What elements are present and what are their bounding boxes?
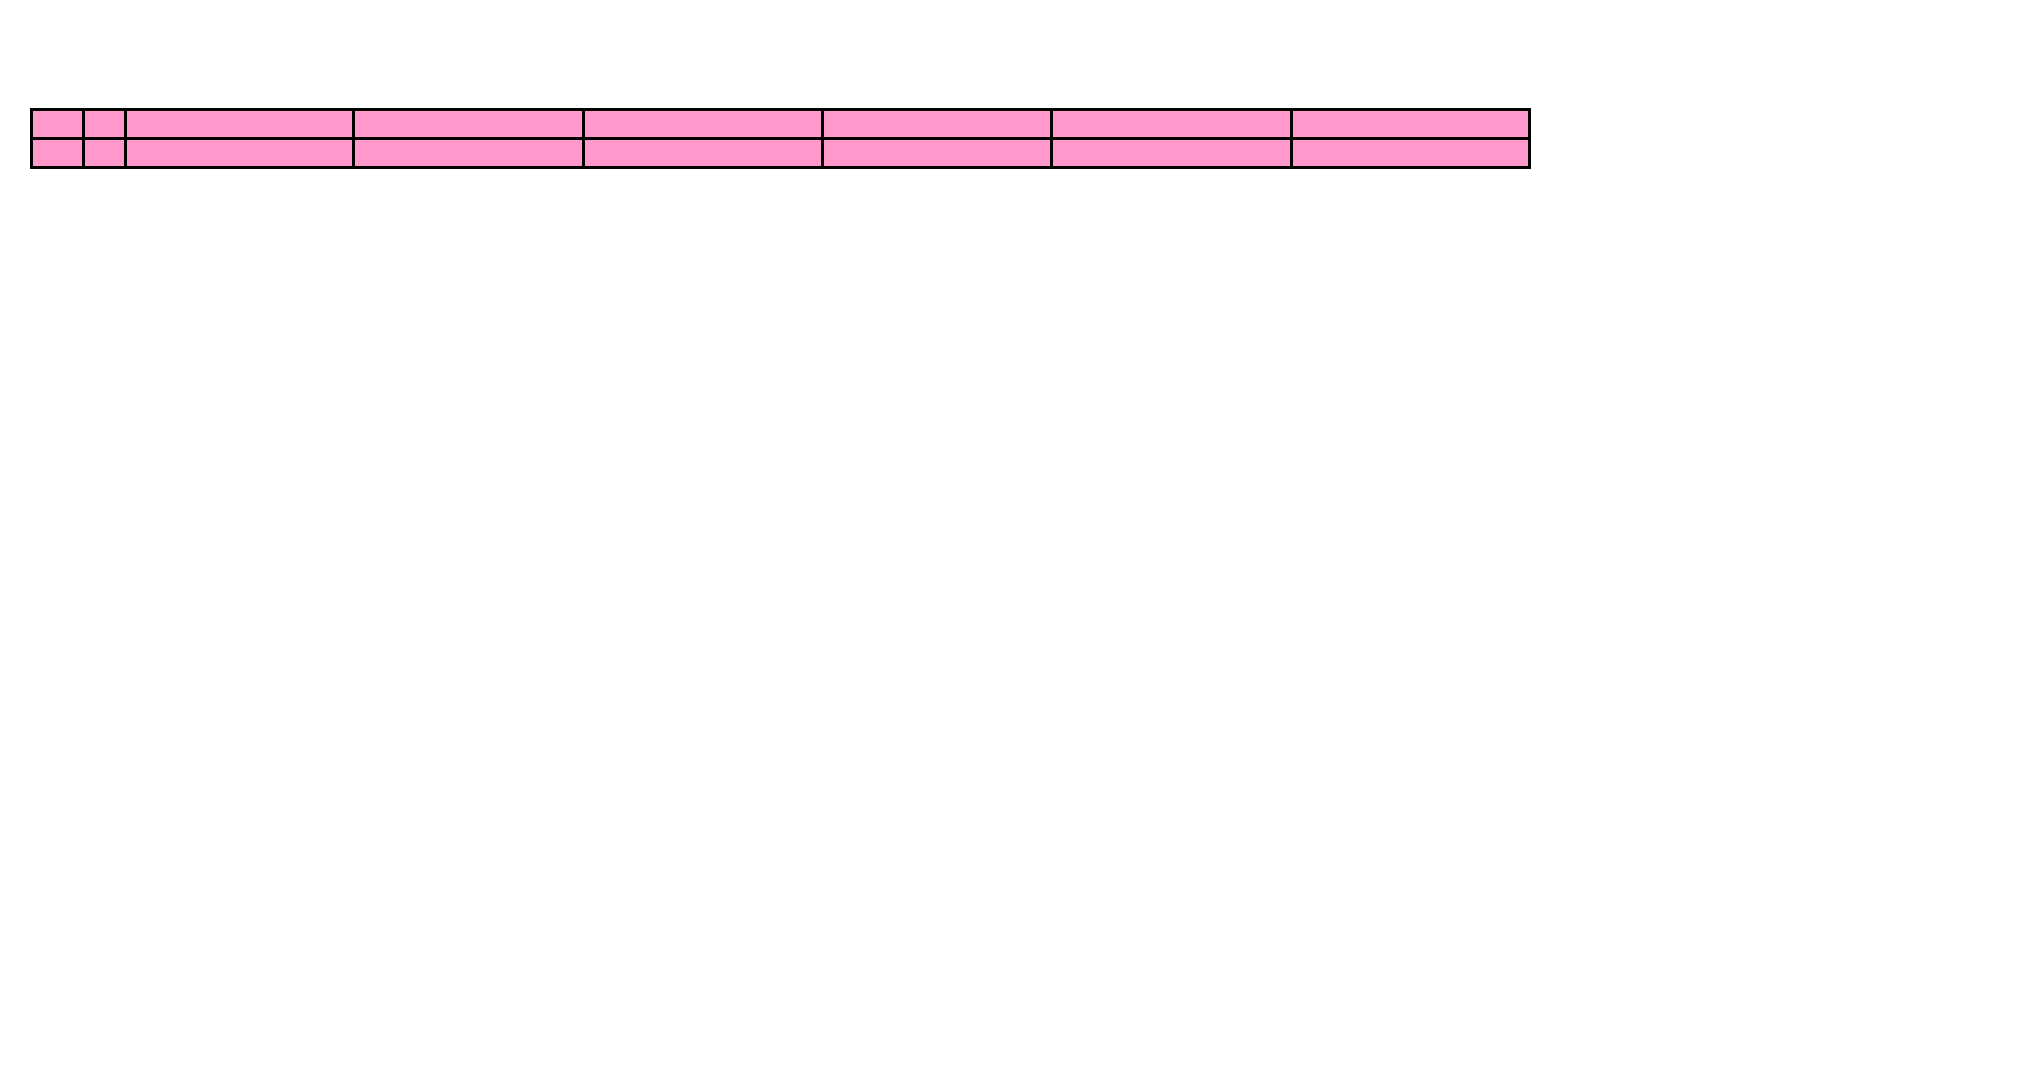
group-footer (823, 139, 1052, 168)
schedule-table (30, 108, 1531, 169)
group-header (1052, 110, 1292, 139)
header-corner-day (32, 110, 84, 139)
group-header (354, 110, 584, 139)
group-header (823, 110, 1052, 139)
group-footer (1052, 139, 1292, 168)
group-header (584, 110, 823, 139)
header-row-bottom (32, 139, 1530, 168)
group-header (126, 110, 354, 139)
group-header (1292, 110, 1530, 139)
header-corner-num (84, 110, 126, 139)
header-row-top (32, 110, 1530, 139)
group-footer (354, 139, 584, 168)
footer-corner-num (84, 139, 126, 168)
group-footer (584, 139, 823, 168)
footer-corner-day (32, 139, 84, 168)
group-footer (1292, 139, 1530, 168)
group-footer (126, 139, 354, 168)
